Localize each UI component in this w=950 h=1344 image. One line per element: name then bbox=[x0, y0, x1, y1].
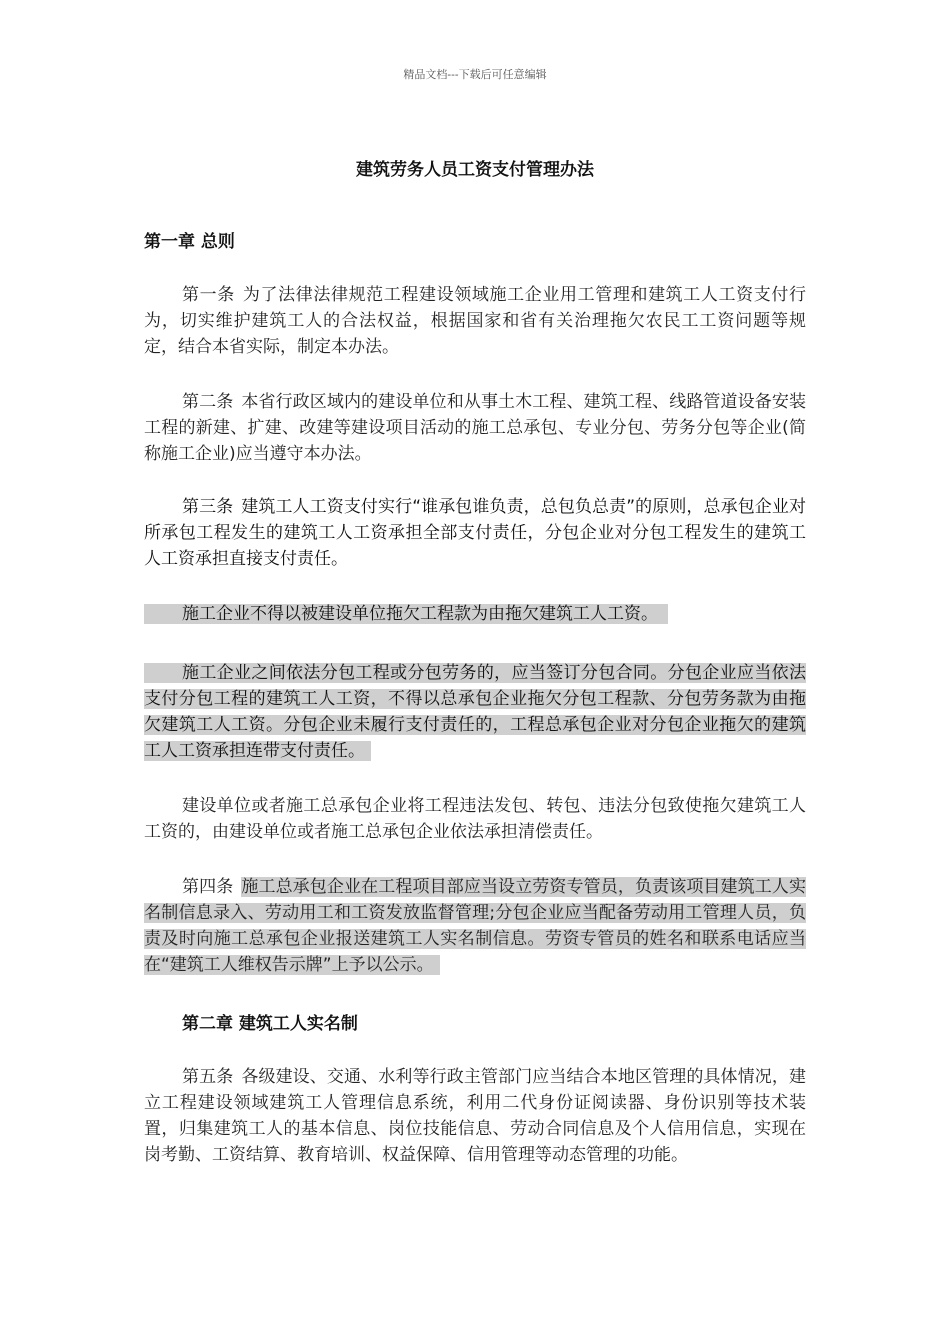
article-3-paragraph-3 bbox=[144, 660, 806, 764]
article-5 bbox=[144, 1064, 806, 1168]
article-2-label: 第二条 bbox=[182, 392, 234, 412]
document-title: 建筑劳务人员工资支付管理办法 bbox=[356, 160, 594, 180]
article-3 bbox=[144, 494, 806, 572]
article-3-paragraph-4 bbox=[144, 793, 806, 845]
article-3-paragraph-2-text: 施工企业不得以被建设单位拖欠工程款为由拖欠建筑工人工资。 bbox=[144, 604, 668, 624]
article-2 bbox=[144, 389, 806, 467]
article-3-paragraph-2 bbox=[144, 601, 806, 627]
article-3-paragraph-4-text: 建设单位或者施工总承包企业将工程违法发包、转包、违法分包致使拖欠建筑工人工资的，由建设单位或者施工总承包企业依法承担清偿责任。 bbox=[144, 796, 806, 842]
chapter-1-heading: 第一章 总则 bbox=[144, 232, 235, 252]
article-1 bbox=[144, 282, 806, 360]
article-5-text: 各级建设、交通、水利等行政主管部门应当结合本地区管理的具体情况，建立工程建设领域建筑工人管理信息系统，利用二代身份证阅读器、身份识别等技术装置，归集建筑工人的基本信息、岗位技能信息、劳动合同信息及个人信用信息，实现在岗考勤、工资结算、教育培训、权益保障、信用管理等动态管理的功能。 bbox=[144, 1067, 806, 1165]
article-1-label: 第一条 bbox=[182, 285, 235, 305]
article-3-label: 第三条 bbox=[182, 497, 234, 517]
chapter-2-heading: 第二章 建筑工人实名制 bbox=[182, 1014, 358, 1034]
article-4 bbox=[144, 874, 806, 978]
article-3-text: 建筑工人工资支付实行“谁承包谁负责，总包负总责”的原则，总承包企业对所承包工程发生的建筑工人工资承担全部支付责任，分包企业对分包工程发生的建筑工人工资承担直接支付责任。 bbox=[144, 497, 806, 569]
article-3-paragraph-3-text: 施工企业之间依法分包工程或分包劳务的，应当签订分包合同。分包企业应当依法支付分包工程的建筑工人工资，不得以总承包企业拖欠分包工程款、分包劳务款为由拖欠建筑工人工资。分包企业未履行支付责任的，工程总承包企业对分包企业拖欠的建筑工人工资承担连带支付责任。 bbox=[144, 663, 806, 761]
article-2-text: 本省行政区域内的建设单位和从事土木工程、建筑工程、线路管道设备安装工程的新建、扩建、改建等建设项目活动的施工总承包、专业分包、劳务分包等企业(简称施工企业)应当遵守本办法。 bbox=[144, 392, 806, 464]
header-note: 精品文档---下载后可任意编辑 bbox=[403, 68, 547, 81]
article-5-label: 第五条 bbox=[182, 1067, 234, 1087]
article-1-text: 为了法律法律规范工程建设领域施工企业用工管理和建筑工人工资支付行为，切实维护建筑工人的合法权益，根据国家和省有关治理拖欠农民工工资问题等规定，结合本省实际，制定本办法。 bbox=[144, 285, 807, 357]
article-4-label: 第四条 bbox=[182, 877, 234, 897]
article-4-text: 施工总承包企业在工程项目部应当设立劳资专管员，负责该项目建筑工人实名制信息录入、劳动用工和工资发放监督管理;分包企业应当配备劳动用工管理人员，负责及时向施工总承包企业报送建筑工人实名制信息。劳资专管员的姓名和联系电话应当在“建筑工人维权告示牌”上予以公示。 bbox=[144, 877, 806, 975]
